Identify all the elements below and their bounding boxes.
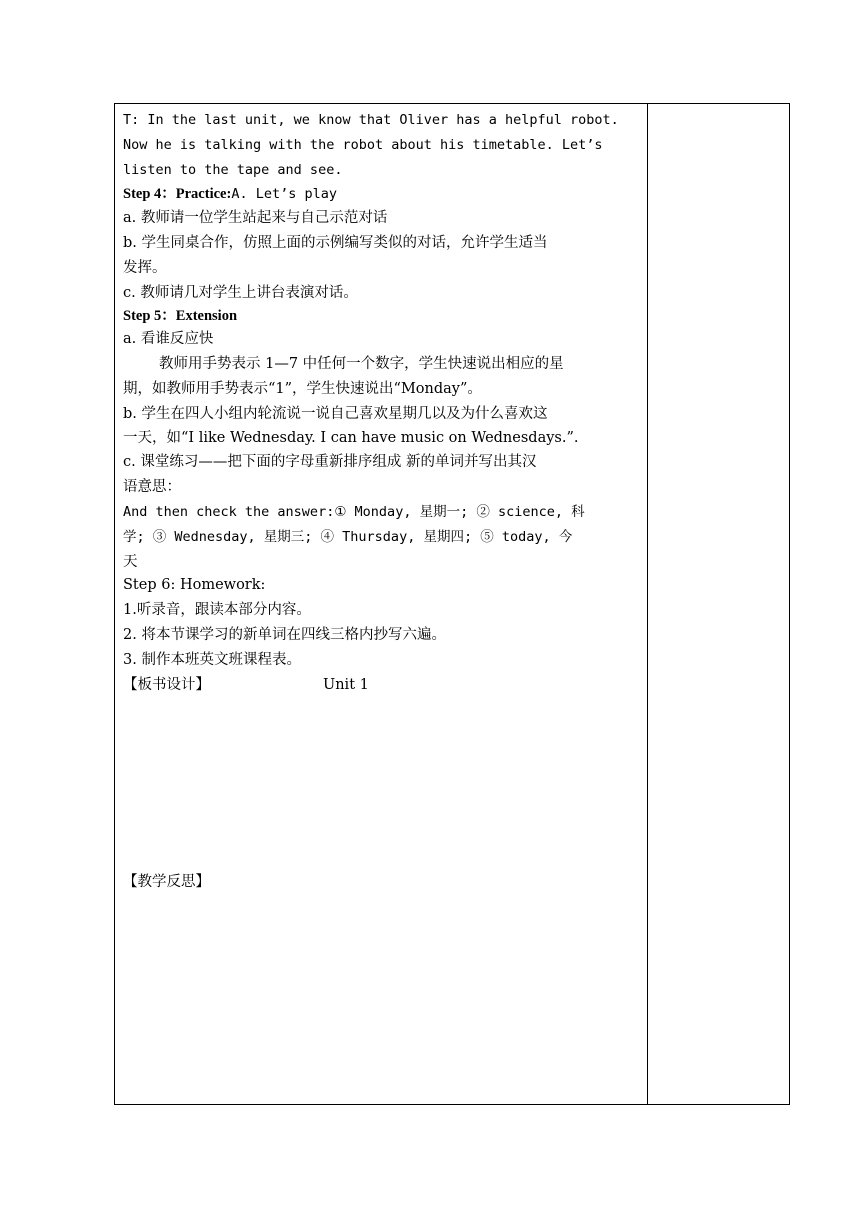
line-8: c. 教师请几对学生上讲台表演对话。 <box>123 285 358 301</box>
line-18: 学; ③ Wednesday, 星期三; ④ Thursday, 星期四; ⑤ today, 今 <box>123 529 573 545</box>
line-14: 一天，如“I like Wednesday. I can have music on Wednesdays.”. <box>123 430 579 446</box>
line-13: b. 学生在四人小组内轮流说一说自己喜欢星期几以及为什么喜欢这 <box>123 406 548 422</box>
line-12: 期，如教师用手势表示“1”，学生快速说出“Monday”。 <box>123 381 482 397</box>
line-3: listen to the tape and see. <box>123 162 343 178</box>
line-21: 1.听录音，跟读本部分内容。 <box>123 602 311 618</box>
line-15: c. 课堂练习——把下面的字母重新排序组成 新的单词并写出其汉 <box>123 454 537 470</box>
line-7: 发挥。 <box>123 260 167 276</box>
line-5: a. 教师请一位学生站起来与自己示范对话 <box>123 210 388 226</box>
line-16: 语意思： <box>123 479 181 495</box>
step-5-heading: Step 5：Extension <box>123 308 238 324</box>
line-22: 2. 将本节课学习的新单词在四线三格内抄写六遍。 <box>123 627 446 643</box>
line-17: And then check the answer:① Monday, 星期一; ② science, 科 <box>123 504 585 520</box>
board-design-line <box>123 673 369 697</box>
line-10: a. 看谁反应快 <box>123 331 214 347</box>
line-23: 3. 制作本班英文班课程表。 <box>123 652 301 668</box>
reflection-label: 【教学反思】 <box>123 874 210 890</box>
line-11: 教师用手势表示 1—7 中任何一个数字，学生快速说出相应的星 <box>159 356 564 372</box>
board-design-label: 【板书设计】 <box>123 677 210 693</box>
step-4-text: A. Let’s play <box>231 186 337 202</box>
column-divider <box>647 104 648 1104</box>
line-2: Now he is talking with the robot about his timetable. Let’s <box>123 137 603 153</box>
board-design-unit: Unit 1 <box>323 677 369 693</box>
step-4-label: Step 4：Practice: <box>123 186 232 202</box>
lesson-table <box>114 103 790 1105</box>
line-19: 天 <box>123 554 138 570</box>
step-4-line <box>123 182 337 206</box>
step-6-heading: Step 6: Homework: <box>123 577 266 593</box>
line-1: T: In the last unit, we know that Oliver has a helpful robot. <box>123 112 619 128</box>
line-6: b. 学生同桌合作，仿照上面的示例编写类似的对话，允许学生适当 <box>123 235 548 251</box>
